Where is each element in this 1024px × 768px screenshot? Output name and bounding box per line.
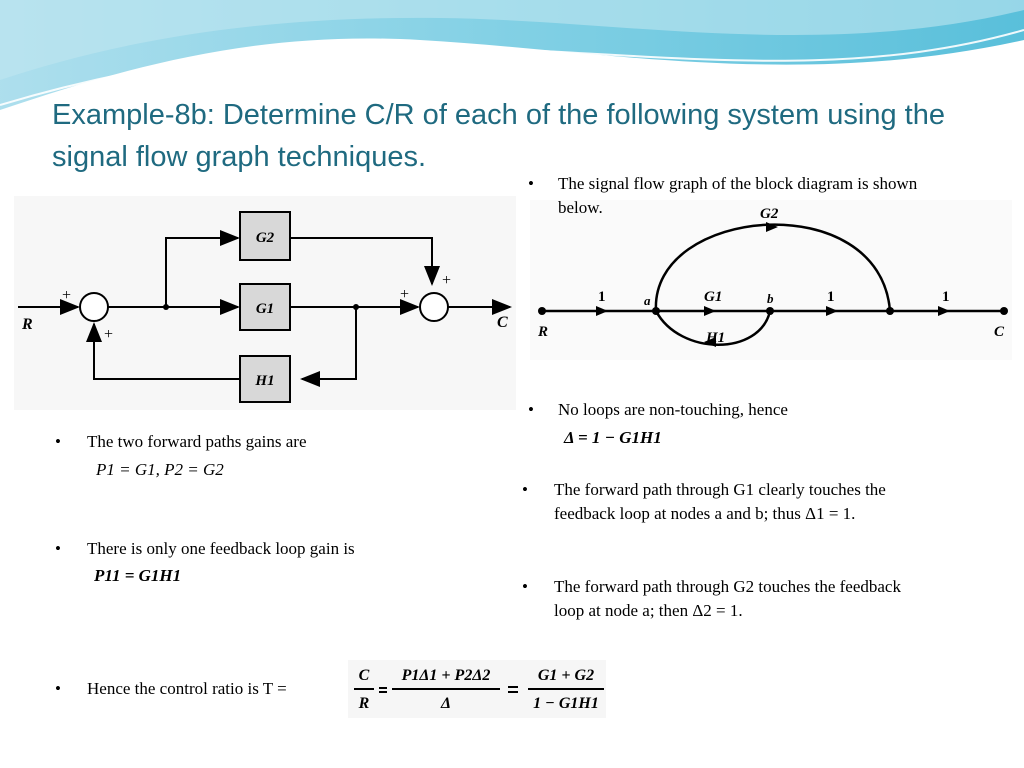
sfg-gain-g1: G1	[704, 289, 723, 305]
block-h1-label: H1	[255, 373, 275, 389]
bullet-dot: •	[55, 679, 61, 698]
equation-loop-text: P11 = G1H1	[94, 566, 182, 585]
sum2-top-sign: +	[442, 272, 452, 289]
bullet-path-g1-text: The forward path through G1 clearly touches the feedback loop at nodes a and b; thus Δ1 = 1.	[554, 480, 886, 523]
bullet-dot: •	[528, 174, 534, 193]
bullet-no-loops-text: No loops are non-touching, hence	[558, 400, 788, 419]
slide-title: Example-8b: Determine C/R of each of the following system using the signal flow graph techniques.	[52, 99, 945, 173]
ratio-mid-den: Δ	[440, 695, 452, 712]
sfg-gain-1-first: 1	[598, 289, 606, 305]
bullet-dot: •	[55, 432, 61, 451]
ratio-lhs-den: R	[358, 695, 370, 712]
bullet-sfg-intro-text: The signal flow graph of the block diagram is shown below.	[558, 174, 918, 217]
output-label-c: C	[497, 314, 508, 331]
bullet-dot: •	[522, 480, 528, 499]
block-diagram	[14, 196, 516, 410]
equation-loop	[94, 566, 181, 586]
sum1-top-sign: +	[62, 287, 72, 304]
bullet-path-g2-text: The forward path through G2 touches the feedback loop at node a; then Δ2 = 1.	[554, 577, 901, 620]
bullet-forward-paths	[55, 430, 487, 454]
bullet-control-ratio	[55, 677, 387, 701]
bullet-sfg-intro	[528, 172, 958, 220]
sfg-node-b: b	[767, 291, 774, 306]
ratio-rhs-den: 1 − G1H1	[533, 695, 599, 712]
equation-ratio	[348, 660, 606, 718]
bullet-feedback-text: There is only one feedback loop gain is	[87, 539, 355, 558]
bullet-forward-paths-text: The two forward paths gains are	[87, 432, 307, 451]
equation-delta	[564, 428, 662, 448]
block-g2-label: G2	[255, 230, 275, 246]
ratio-rhs-num: G1 + G2	[537, 667, 595, 684]
signal-flow-graph	[530, 196, 1014, 360]
sfg-gain-h1: H1	[706, 330, 726, 346]
bullet-path-g2	[522, 575, 934, 623]
equation-delta-text: Δ = 1 − G1H1	[564, 428, 662, 447]
sfg-node-c: C	[994, 324, 1005, 340]
sum2-left-sign: +	[400, 286, 410, 303]
sfg-gain-1-second: 1	[827, 289, 835, 305]
bullet-no-loops	[528, 398, 958, 422]
equation-paths-text: P1 = G1, P2 = G2	[96, 460, 224, 479]
ratio-lhs-num: C	[358, 667, 370, 684]
ratio-mid-num: P1Δ1 + P2Δ2	[401, 667, 491, 684]
bullet-dot: •	[528, 400, 534, 419]
bullet-feedback	[55, 537, 487, 561]
bullet-dot: •	[55, 539, 61, 558]
bullet-dot: •	[522, 577, 528, 596]
bullet-path-g1	[522, 478, 924, 526]
bullet-control-ratio-text: Hence the control ratio is T =	[87, 679, 287, 698]
sfg-gain-1-third: 1	[942, 289, 950, 305]
equation-paths	[96, 460, 224, 480]
block-g1-label: G1	[255, 301, 275, 317]
sum1-bottom-sign: +	[104, 326, 114, 343]
sfg-node-a: a	[644, 293, 651, 308]
input-label-r: R	[22, 316, 33, 333]
sfg-gain-g2: G2	[760, 206, 779, 222]
sfg-node-r: R	[538, 324, 549, 340]
